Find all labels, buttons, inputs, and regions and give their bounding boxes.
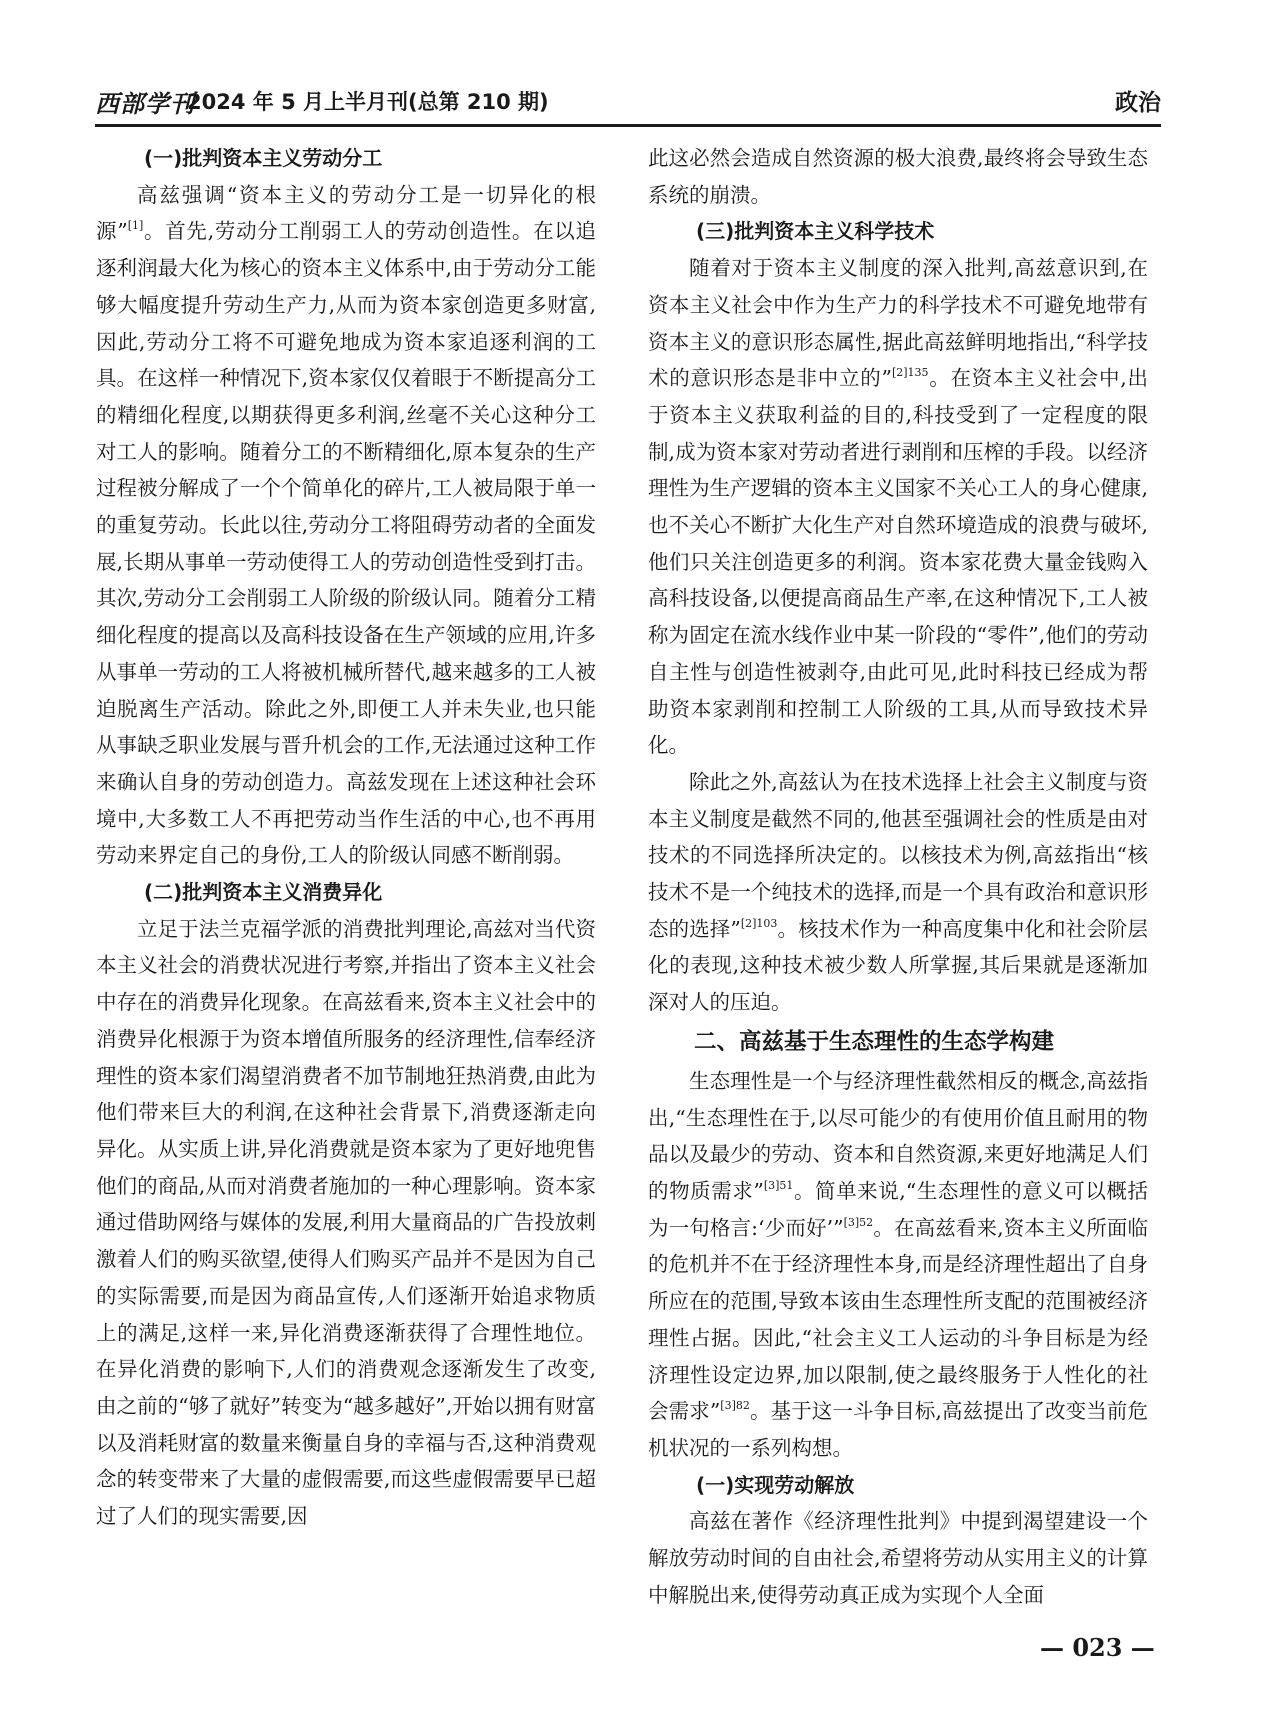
citation: [2]103 — [740, 916, 778, 930]
subsection-heading-2: (二)批判资本主义消费异化 — [144, 880, 383, 905]
paragraph-consumption: 立足于法兰克福学派的消费批判理论,高兹对当代资本主义社会的消费状况进行考察,并指出了资本主义社会中存在的消费异化现象。在高兹看来,资本主义社会中的消费异化根源于为资本增值所服务的经济理性,信奉经济理性的资本家们渴望消费者不加节制地狂热消费,由此为他们带来巨大的利润,在这种社会背景下,消费逐渐走向异化。从实质上讲,异化消费就是资本家为了更好地兜售他们的商品,从而对消费者施加的一种心理影响。资本家通过借助网络与媒体的发展,利用大量商品的广告投放刺激着人们的购买欲望,使得人们购买产品并不是因为自己的实际需要,而是因为商品宣传,人们逐渐开始追求物质上的满足,这样一来,异化消费逐渐获得了合理性地位。在异化消费的影响下,人们的消费观念逐渐发生了改变,由之前的“够了就好”转变为“越多越好”,开始以拥有财富以及消耗财富的数量来衡量自身的幸福与否,这种消费观念的转变带来了大量的虚假需要,而这些虚假需要早已超过了人们的现实需要,因 — [96, 916, 596, 1529]
page-number: — 023 — — [1040, 1633, 1155, 1662]
paragraph-continued: 此这必然会造成自然资源的极大浪费,最终将会导致生态系统的崩溃。 — [648, 146, 1148, 207]
paragraph-text: 高兹强调“资本主义的劳动分工是一切异化的根源” — [96, 182, 596, 244]
right-column — [648, 140, 1148, 1613]
running-header — [95, 84, 1161, 127]
paragraph-nuclear — [648, 764, 1148, 1021]
paragraph-text: 。基于这一斗争目标,高兹提出了改变当前危机状况的一系列构想。 — [648, 1399, 1148, 1460]
paragraph-text: 随着对于资本主义制度的深入批判,高兹意识到,在资本主义社会中作为生产力的科学技术不可避免地带有资本主义的意识形态属性,据此高兹鲜明地指出,“科学技术的意识形态是非中立的” — [648, 256, 1148, 391]
paragraph-labor-liberation: 高兹在著作《经济理性批判》中提到渴望建设一个解放劳动时间的自由社会,希望将劳动从实用主义的计算中解脱出来,使得劳动真正成为实现个人全面 — [648, 1509, 1148, 1607]
citation: [3]51 — [763, 1178, 794, 1192]
paragraph-labor-division — [96, 177, 596, 874]
subsection-heading-4: (一)实现劳动解放 — [696, 1472, 855, 1497]
citation: [1] — [127, 219, 144, 233]
paragraph-text: 除此之外,高兹认为在技术选择上社会主义制度与资本主义制度是截然不同的,他甚至强调社会的性质是由对技术的不同选择所决定的。以核技术为例,高兹指出“核技术不是一个纯技术的选择,而是一个具有政治和意识形态的选择” — [648, 769, 1148, 941]
section-name: 政治 — [1115, 90, 1161, 116]
paragraph-text: 。核技术作为一种高度集中化和社会阶层化的表现,这种技术被少数人所掌握,其后果就是逐渐加深对人的压迫。 — [648, 916, 1149, 1015]
subsection-heading-1: (一)批判资本主义劳动分工 — [144, 146, 383, 170]
citation: [2]135 — [891, 366, 929, 380]
paragraph-text: 。在高兹看来,资本主义所面临的危机并不在于经济理性本身,而是经济理性超出了自身所应在的范围,导致本该由生态理性所支配的范围被经济理性占据。因此,“社会主义工人运动的斗争目标是为经济理性设定边界,加以限制,使之最终服务于人性化的社会需求” — [648, 1215, 1149, 1424]
issue-info: 2024 年 5 月上半月刊(总第 210 期) — [187, 90, 549, 114]
paragraph-text: 。在资本主义社会中,出于资本主义获取利益的目的,科技受到了一定程度的限制,成为资本家对劳动者进行剥削和压榨的手段。以经济理性为生产逻辑的资本主义国家不关心工人的身心健康,也不关心不断扩大化生产对自然环境造成的浪费与破坏,他们只关注创造更多的利润。资本家花费大量金钱购入高科技设备,以便提高商品生产率,在这种情况下,工人被称为固定在流水线作业中某一阶段的“零件”,他们的劳动自主性与创造性被剥夺,由此可见,此时科技已经成为帮助资本家剥削和控制工人阶级的工具,从而导致技术异化。 — [648, 366, 1148, 758]
paragraph-text: 。简单来说,“生态理性的意义可以概括为一句格言:‘少而好’” — [648, 1178, 1149, 1240]
citation: [3]52 — [843, 1215, 874, 1229]
paragraph-technology — [648, 250, 1148, 764]
section-heading-2: 二、高兹基于生态理性的生态学构建 — [694, 1028, 1055, 1055]
citation: [3]82 — [720, 1399, 750, 1413]
paragraph-eco-rationality — [648, 1063, 1148, 1467]
subsection-heading-3: (三)批判资本主义科学技术 — [696, 219, 935, 244]
left-column — [96, 140, 596, 1535]
paragraph-text: 生态理性是一个与经济理性截然相反的概念,高兹指出,“生态理性在于,以尽可能少的有使用价值且耐用的物品以及最少的劳动、资本和自然资源,来更好地满足人们的物质需求” — [648, 1068, 1148, 1203]
journal-logo: 西部学刊 — [95, 89, 195, 118]
paragraph-text: 。首先,劳动分工削弱工人的劳动创造性。在以追逐利润最大化为核心的资本主义体系中,由于劳动分工能够大幅度提升劳动生产力,从而为资本家创造更多财富,因此,劳动分工将不可避免地成为资本家追逐利润的工具。在这样一种情况下,资本家仅仅着眼于不断提高分工的精细化程度,以期获得更多利润,丝毫不关心这种分工对工人的影响。随着分工的不断精细化,原本复杂的生产过程被分解成了一个个简单化的碎片,工人被局限于单一的重复劳动。长此以往,劳动分工将阻碍劳动者的全面发展,长期从事单一劳动使得工人的劳动创造性受到打击。其次,劳动分工会削弱工人阶级的阶级认同。随着分工精细化程度的提高以及高科技设备在生产领域的应用,许多从事单一劳动的工人将被机械所替代,越来越多的工人被迫脱离生产活动。除此之外,即便工人并未失业,也只能从事缺乏职业发展与晋升机会的工作,无法通过这种工作来确认自身的劳动创造力。高兹发现在上述这种社会环境中,大多数工人不再把劳动当作生活的中心,也不再用劳动来界定自己的身份,工人的阶级认同感不断削弱。 — [96, 219, 597, 868]
